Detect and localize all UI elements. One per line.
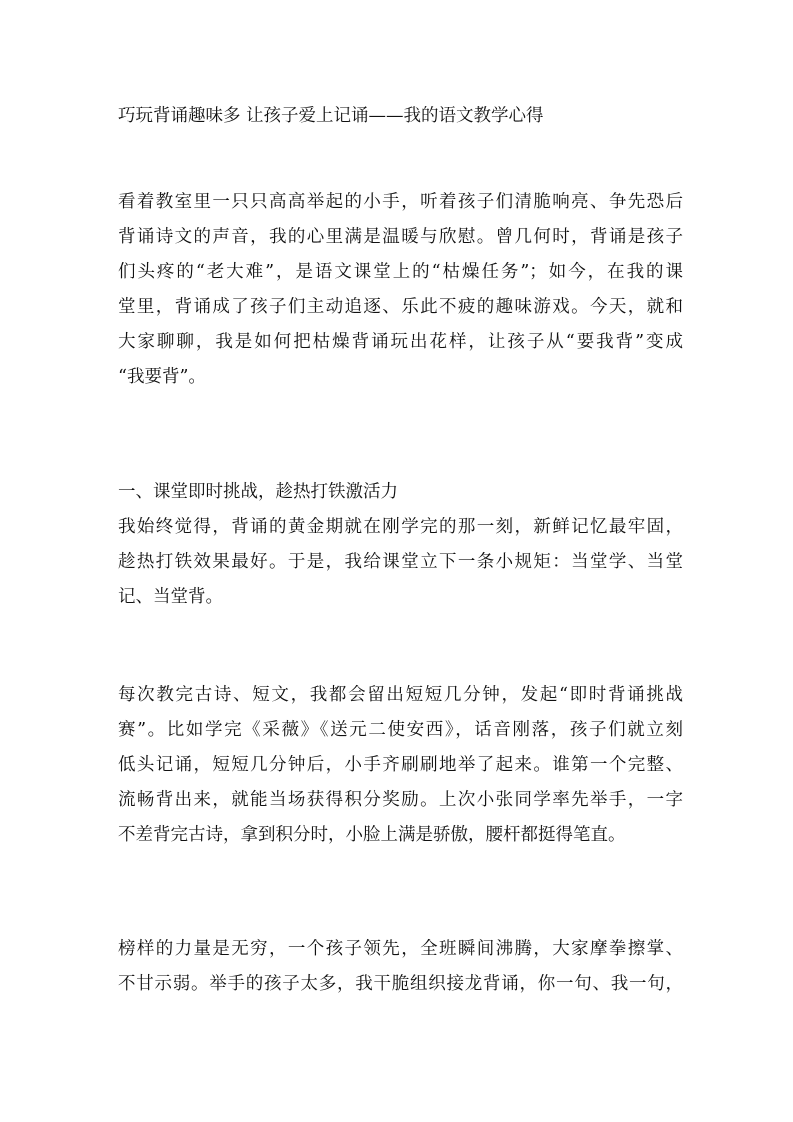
paragraph-line: 赛”。比如学完《采薇》《送元二使安西》，话音刚落，孩子们就立刻 bbox=[118, 720, 683, 740]
paragraph-line: 看着教室里一只只高高举起的小手，听着孩子们清脆响亮、争先恐后 bbox=[118, 192, 683, 212]
paragraph-line: 趁热打铁效果最好。于是，我给课堂立下一条小规矩：当堂学、当堂 bbox=[118, 552, 683, 572]
paragraph-line: 每次教完古诗、短文，我都会留出短短几分钟，发起“即时背诵挑战 bbox=[118, 685, 683, 705]
intro-paragraph bbox=[118, 185, 683, 395]
paragraph-line: 们头疼的“老大难”，是语文课堂上的“枯燥任务”；如今，在我的课 bbox=[118, 262, 683, 282]
paragraph-line: 不差背完古诗，拿到积分时，小脸上满是骄傲，腰杆都挺得笔直。 bbox=[118, 825, 626, 845]
section1-paragraph-3 bbox=[118, 932, 683, 1002]
paragraph-line: “我要背”。 bbox=[118, 367, 206, 387]
paragraph-line: 流畅背出来，就能当场获得积分奖励。上次小张同学率先举手，一字 bbox=[118, 790, 683, 810]
paragraph-line: 堂里，背诵成了孩子们主动追逐、乐此不疲的趣味游戏。今天，就和 bbox=[118, 297, 683, 317]
paragraph-line: 记、当堂背。 bbox=[118, 587, 223, 607]
section1-paragraph-2 bbox=[118, 678, 683, 853]
paragraph-line: 榜样的力量是无穷，一个孩子领先，全班瞬间沸腾，大家摩拳擦掌、 bbox=[118, 939, 683, 959]
paragraph-line: 我始终觉得，背诵的黄金期就在刚学完的那一刻，新鲜记忆最牢固， bbox=[118, 517, 683, 537]
paragraph-line: 大家聊聊，我是如何把枯燥背诵玩出花样，让孩子从“要我背”变成 bbox=[118, 332, 683, 352]
section1-paragraph-1 bbox=[118, 510, 683, 615]
section-heading: 一、课堂即时挑战，趁热打铁激活力 bbox=[118, 482, 398, 502]
paragraph-line: 不甘示弱。举手的孩子太多，我干脆组织接龙背诵，你一句、我一句， bbox=[118, 974, 683, 994]
paragraph-line: 背诵诗文的声音，我的心里满是温暖与欣慰。曾几何时，背诵是孩子 bbox=[118, 227, 683, 247]
document-title: 巧玩背诵趣味多 让孩子爱上记诵——我的语文教学心得 bbox=[118, 106, 544, 126]
paragraph-line: 低头记诵，短短几分钟后，小手齐刷刷地举了起来。谁第一个完整、 bbox=[118, 755, 683, 775]
